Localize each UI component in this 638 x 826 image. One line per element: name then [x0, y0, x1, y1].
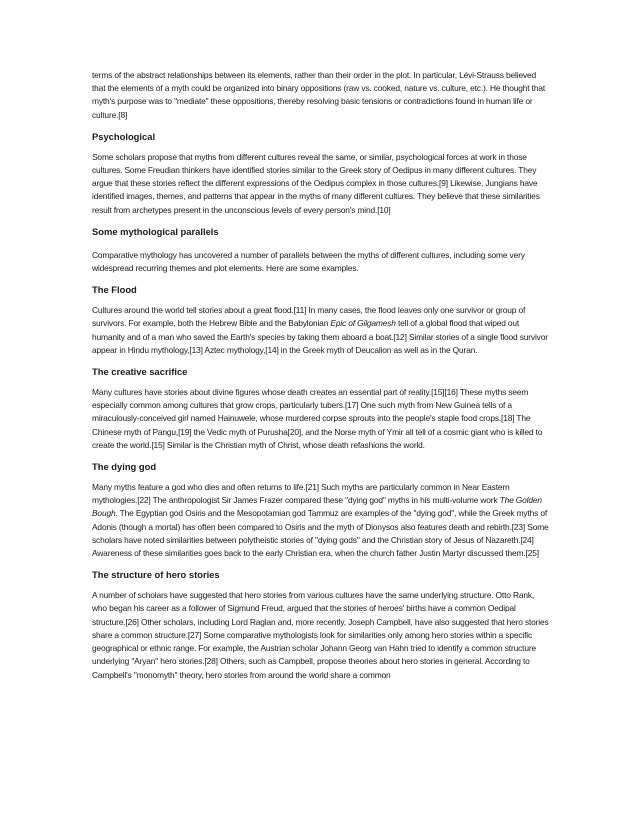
- heading-dying-god: The dying god: [92, 461, 157, 473]
- flood-title-italic: Epic of Gilgamesh: [330, 318, 396, 329]
- sacrifice-paragraph: Many cultures have stories about divine figures whose death creates an essential part of reality.[15][16] These myths seem especially common among cultures that grow crops, particularly tubers.[17] One such myth from New Guinea tells of a miraculously-conceived girl named Hainuwele, whose murdered corpse sprouts into the people's staple food crops.[18] The Chinese myth of Pangu,[19] the Vedic myth of Purusha[20], and the Norse myth of Ymir all tell of a cosmic giant who is killed to create the world.[15] Similar is the Christian myth of Christ, whose death refashions the world.: [92, 387, 543, 450]
- flood-paragraph: [92, 304, 550, 357]
- hero-paragraph: A number of scholars have suggested that hero stories from various cultures have the same underlying structure. Otto Rank, who began his career as a follower of Sigmund Freud, argued that the stories of heroes' births have a common Oedipal structure.[26] Other scholars, including Lord Raglan and, more recently, Joseph Campbell, have also suggested that hero stories share a common structure.[27] Some comparative mythologists look for similarities only among hero stories within a specific geographical or ethnic range. For example, the Austrian scholar Johann Georg van Hahn tried to identify a common structure underlying "Aryan" hero stories.[28] Others, such as Campbell, propose theories about hero stories in general. According to Campbell's "monomyth" theory, hero stories from around the world share a common: [92, 590, 549, 680]
- heading-flood: The Flood: [92, 284, 137, 296]
- parallels-paragraph: Comparative mythology has uncovered a number of parallels between the myths of different cultures, including some very widespread recurring themes and plot elements. Here are some examples.: [92, 249, 525, 274]
- dying-title-italic: The Golden Bough: [92, 495, 542, 519]
- document-page: [92, 69, 550, 682]
- heading-sacrifice: The creative sacrifice: [92, 366, 188, 378]
- psychological-paragraph: Some scholars propose that myths from different cultures reveal the same, or similar, psychological forces at work in those cultures. Some Freudian thinkers have identified stories similar to the Greek story of Oedipus in many different cultures. They argue that these stories reflect the different expressions of the Oedipus complex in those cultures.[9] Likewise, Jungians have identified images, themes, and patterns that appear in the myths of many different cultures. They believe that these similarities result from archetypes present in the unconscious levels of every person's mind.[10]: [92, 151, 540, 215]
- flood-text-a: Cultures around the world tell stories about a great flood.[11] In many cases, the flood leaves only one survivor or group of survivors. For example, both the Hebrew Bible and the Babylonian: [92, 305, 526, 329]
- dying-text-a: Many myths feature a god who dies and often returns to life.[21] Such myths are particularly common in Near Eastern mythologies.[22] The anthropologist Sir James Frazer compared these "dying god" myths in his multi-volume work: [92, 482, 510, 506]
- heading-parallels: Some mythological parallels: [92, 225, 219, 237]
- dying-text-b: . The Egyptian god Osiris and the Mesopotamian god Tammuz are examples of the "dying god", while the Greek myths of Adonis (though a mortal) has often been compared to Osiris and the myth of Dionysos also features death and rebirth.[23] Some scholars have noted similarities between polytheistic stories of "dying gods" and the Christian story of Jesus of Nazareth.[24] Awareness of these similarities goes back to the early Christian era, when the church father Justin Martyr discussed them.[25]: [92, 508, 549, 559]
- heading-psychological: Psychological: [92, 130, 156, 142]
- heading-hero: The structure of hero stories: [92, 569, 220, 581]
- flood-text-b: tell of a global flood that wiped out humanity and of a man who saved the Earth's species by taking them aboard a boat.[12] Similar stories of a single flood survivor appear in Hindu mythology,[13] Aztec mythology,[14] in the Greek myth of Deucalion as well as in the Quran.: [92, 318, 548, 355]
- intro-paragraph: terms of the abstract relationships between its elements, rather than their order in the plot. In particular, Lévi-Strauss believed that the elements of a myth could be organized into binary oppositions (raw vs. cooked, nature vs. culture, etc.). He thought that myth's purpose was to "mediate" these oppositions, thereby resolving basic tensions or contradictions found in human life or culture.[8]: [92, 70, 546, 120]
- dying-god-paragraph: [92, 481, 550, 560]
